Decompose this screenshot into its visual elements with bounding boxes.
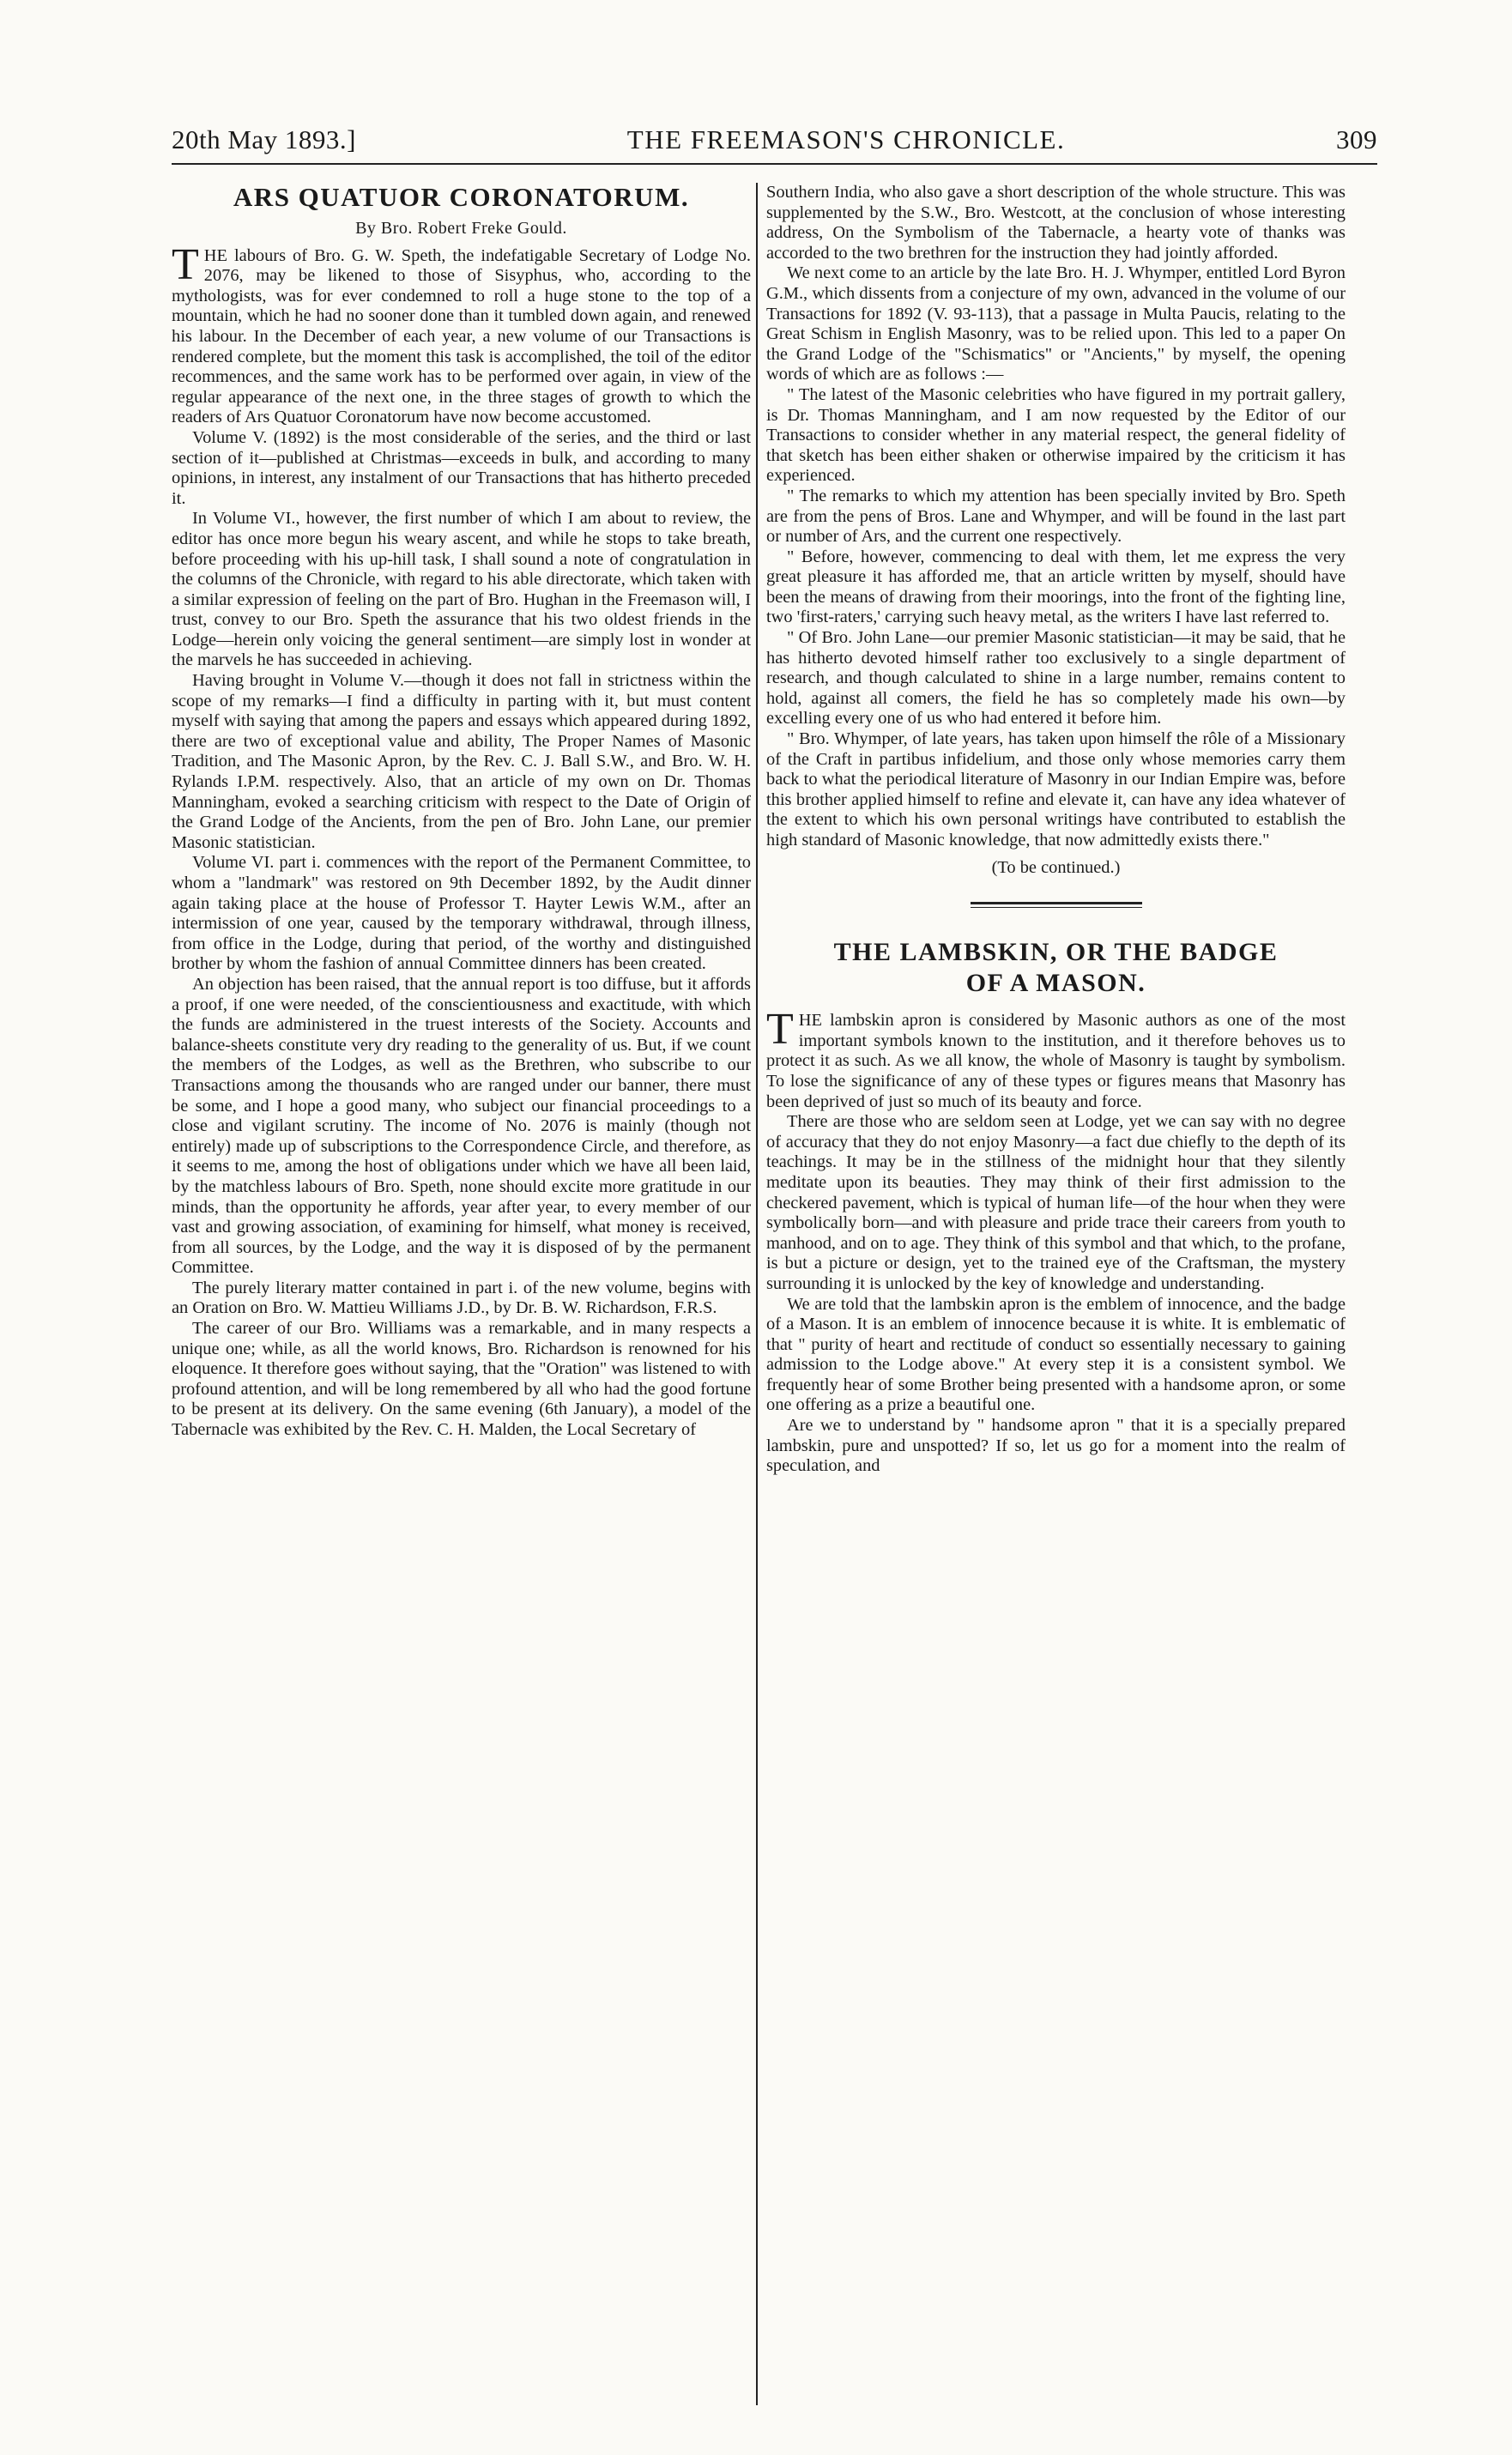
continued-note: (To be continued.) (991, 857, 1121, 877)
byline: By Bro. Robert Freke Gould. (355, 219, 567, 238)
header-rule (172, 163, 1377, 165)
masthead (172, 124, 1377, 159)
article-title-line: OF A MASON. (965, 969, 1146, 998)
article-paragraph: In Volume VI., however, the first number of which I am about to review, the editor has once more begun his weary ascent, and while he stops to take breath, before proceeding with his up-hill task, I shall sound a note of congratulation in the columns of the Chronicle, with regard to his able directorate, which taken with a similar expression of feeling on the part of Bro. Hughan in the Freemason will, I trust, convey to our Bro. Speth the assurance that his two oldest friends in the Lodge—herein only voicing the general sentiment—are simply lost in wonder at the marvels he has succeeded in achieving. (172, 509, 751, 670)
column-divider (756, 183, 758, 2405)
article-paragraph: Southern India, who also gave a short description of the whole structure. This was supplemented by the S.W., Bro. Westcott, at the conclusion of whose interesting address, On the Symbolism of the Tabernacle, a hearty vote of thanks was accorded to the two brethren for the instruction they had jointly afforded. (766, 183, 1346, 263)
article-paragraph: Volume V. (1892) is the most considerable of the series, and the third or last section of it—published at Christmas—exceeds in bulk, and according to many opinions, in interest, any instalment of our Transactions that has hitherto preceded it. (172, 427, 751, 508)
article-paragraph: THE lambskin apron is considered by Masonic authors as one of the most important symbols known to the institution, and it therefore behoves us to protect it as such. As we all know, the whole of Masonry is taught by symbolism. To lose the significance of any of these types or figures means that Masonry has been deprived of just so much of its beauty and force. (766, 1005, 1346, 1111)
article-paragraph: We are told that the lambskin apron is the emblem of innocence, and the badge of a Mason. It is an emblem of innocence because it is white. It is emblematic of that " purity of heart and rectitude of conduct so essentially necessary to gaining admission to the Lodge above." At every step it is a consistent symbol. We frequently hear of some Brother being presented with a handsome apron, or some one offering as a prize a beautiful one. (766, 1294, 1346, 1415)
section-divider (971, 902, 1142, 908)
drop-cap: T (766, 1005, 794, 1055)
right-column (766, 183, 1346, 2405)
article-paragraph: There are those who are seldom seen at Lodge, yet we can say with no degree of accuracy that they do not enjoy Masonry—a fact due chiefly to the depth of its teachings. It may be in the stillness of the midnight hour that they silently meditate upon its beauties. They may think of their first admission to the checkered pavement, which is typical of human life—of the hour when they were symbolically born—and with pleasure and pride trace their careers from youth to manhood, and on to age. They think of this symbol and that which, to the profane, is but a picture or design, yet to the trained eye of the Craftsman, the mystery surrounding it is unlocked by the key of knowledge and understanding. (766, 1112, 1346, 1293)
left-column (172, 183, 751, 2405)
quoted-paragraph: " The remarks to which my attention has been specially invited by Bro. Speth are from the pens of Bros. Lane and Whymper, and will be found in the last part or number of Ars, and the current one respectively. (766, 486, 1346, 547)
article-paragraph: An objection has been raised, that the annual report is too diffuse, but it affords a proof, if one were needed, of the conscientiousness and exactitude, with which the funds are administered in the truest interests of the Society. Accounts and balance-sheets constitute very dry reading to the generality of us. But, if we count the members of the Lodges, as well as the Brethren, who subscribe to our Transactions among the thousands who are ranged under our banner, there must be some, and I hope a good many, who subject our financial proceedings to a close and vigilant scrutiny. The income of No. 2076 is mainly (though not entirely) made up of subscriptions to the Correspondence Circle, and therefore, as it seems to me, among the host of obligations under which we have all been laid, by the matchless labours of Bro. Speth, none should excite more gratitude in our minds, than the opportunity he affords, year after year, to every member of our vast and growing association, of examining for himself, what money is received, from all sources, by the Lodge, and the way it is disposed of by the permanent Committee. (172, 974, 751, 1278)
quoted-paragraph: " Bro. Whymper, of late years, has taken upon himself the rôle of a Missionary of the Craft in partibus infidelium, and those only whose memories carry them back to what the periodical literature of Masonry in our Indian Empire was, before this brother applied himself to refine and elevate it, can have any idea whatever of the extent to which his own personal writings have contributed to establish the high standard of Masonic knowledge, that now admittedly exists there." (766, 729, 1346, 850)
issue-date: 20th May 1893.] (172, 124, 357, 154)
article-paragraph: The career of our Bro. Williams was a remarkable, and in many respects a unique one; while, as all the world knows, Bro. Richardson is renowned for his eloquence. It therefore goes without saying, that the "Oration" was listened to with profound attention, and will be long remembered by all who had the good fortune to be present at its delivery. On the same evening (6th January), a model of the Tabernacle was exhibited by the Rev. C. H. Malden, the Local Secretary of (172, 1319, 751, 1440)
page-number: 309 (1336, 124, 1377, 154)
article-title: ARS QUATUOR CORONATORUM. (233, 183, 690, 212)
publication-title: THE FREEMASON'S CHRONICLE. (626, 124, 1066, 154)
article-paragraph: Volume VI. part i. commences with the report of the Permanent Committee, to whom a "landmark" was restored on 9th December 1892, by the Audit dinner again taking place at the house of Professor T. Hayter Lewis W.M., after an intermission of one year, caused by the temporary withdrawal, through illness, from office in the Lodge, during that period, of the worthy and distinguished brother by whom the fashion of annual Committee dinners has been created. (172, 853, 751, 974)
quoted-paragraph: " Before, however, commencing to deal with them, let me express the very great pleasure it has afforded me, that an article written by myself, should have been the means of drawing from their moorings, into the front of the fighting line, two 'first-raters,' carrying such heavy metal, as the writers I have last referred to. (766, 547, 1346, 627)
article-title-line: THE LAMBSKIN, OR THE BADGE (833, 938, 1279, 967)
quoted-paragraph: " The latest of the Masonic celebrities who have figured in my portrait gallery, is Dr. Thomas Manningham, and I am now requested by the Editor of our Transactions to consider whether in any material respect, the general fidelity of that sketch has been either shaken or otherwise impaired by the criticism it has experienced. (766, 384, 1346, 486)
article-paragraph: Are we to understand by " handsome apron " that it is a specially prepared lambskin, pure and unspotted? If so, let us go for a moment into the realm of speculation, and (766, 1416, 1346, 1476)
article-title (766, 937, 1346, 999)
article-paragraph: We next come to an article by the late Bro. H. J. Whymper, entitled Lord Byron G.M., which dissents from a conjecture of my own, advanced in the volume of our Transactions for 1892 (V. 93-113), that a passage in Multa Paucis, relating to the Great Schism in English Masonry, was to be relied upon. This led to a paper On the Grand Lodge of the "Schismatics" or "Ancients," by myself, the opening words of which are as follows :— (766, 263, 1346, 384)
quoted-paragraph: " Of Bro. John Lane—our premier Masonic statistician—it may be said, that he has hitherto devoted himself rather too exclusively to a single department of research, and though calculated to shine in a large number, remains content to hold, against all comers, the field he has so completely made his own—by excelling every one of us who had entered it before him. (766, 628, 1346, 729)
article-paragraph: Having brought in Volume V.—though it does not fall in strictness within the scope of my remarks—I find a difficulty in parting with it, but must content myself with saying that among the papers and essays which appeared during 1892, there are two of exceptional value and ability, The Proper Names of Masonic Tradition, and The Masonic Apron, by the Rev. C. J. Ball S.W., and Bro. W. H. Rylands I.P.M. respectively. Also, that an article of my own on Dr. Thomas Manningham, evoked a searching criticism with respect to the Date of Origin of the Grand Lodge of the Ancients, from the pen of Bro. John Lane, our premier Masonic statistician. (172, 671, 751, 852)
article-paragraph: The purely literary matter contained in part i. of the new volume, begins with an Oration on Bro. W. Mattieu Williams J.D., by Dr. B. W. Richardson, F.R.S. (172, 1278, 751, 1318)
drop-cap: T (172, 239, 199, 289)
article-paragraph: THE labours of Bro. G. W. Speth, the indefatigable Secretary of Lodge No. 2076, may be likened to those of Sisyphus, who, according to the mythologists, was for ever condemned to roll a huge stone to the top of a mountain, which he had no sooner done than it tumbled down again, and renewed his labour. In the December of each year, a new volume of our Transactions is rendered complete, but the moment this task is accomplished, the toil of the editor recommences, and the same work has to be performed over again, in view of the regular appearance of the next one, in the three stages of growth to which the readers of Ars Quatuor Coronatorum have now become accustomed. (172, 239, 751, 427)
